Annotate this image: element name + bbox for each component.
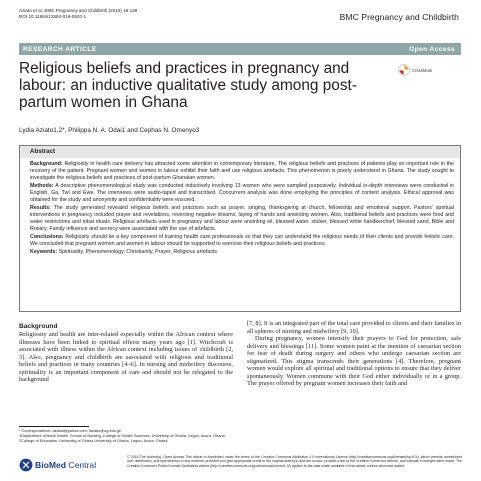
abstract-methods xyxy=(30,183,454,204)
correspondence-note[interactable]: * Correspondence: azlatol@yahoo.com; laziato@ug.edu.gh xyxy=(19,428,122,433)
crossmark-badge[interactable] xyxy=(398,63,458,77)
methods-text: A descriptive phenomenological study was conducted inductively involving 13 women who were sampled purposively. Individual in-depth interviews were conducted in English, Ga, Twi and Ewe. The interviews were audio-taped and transcribed. Concurrent analysis was done employing the principles of content analysis. Ethical approval was obtained for the study and anonymity and confidentiality were ensured. xyxy=(30,182,454,204)
article-type-bar xyxy=(19,43,461,55)
body-paragraph: Religiosity and health are inter-related especially within the African context where illnesses have been linked to spiritual effects many years ago [1]. Witchcraft is associated with illness within the African context including issues of childbirth [2, 3]. Also, pregnancy and childbirth are associated with religious and traditional beliefs and practices in many countries [4–6]. In nursing and midwifery discourse, spirituality is an important component of care and should not be relegated to the background xyxy=(19,331,233,384)
license-statement: © 2016 The Author(s). Open Access This article is distributed under the terms of the Creative Commons Attribution 4.0 International License (http://creativecommons.org/licenses/by/4.0/), which permits unrestricted use, distribution, and reproduction in any medium, provided you give appropriate credit to the original author(s) and the source, provide a link to the Creative Commons license, and indicate if changes were made. The Creative Commons Public Domain Dedication waiver (http://creativecommons.org/publicdomain/zero/1.0/) applies to the data made available in this article, unless otherwise stated. xyxy=(127,455,462,468)
journal-name: BMC Pregnancy and Childbirth xyxy=(339,12,459,22)
body-column-right xyxy=(247,320,461,388)
affiliation-note: 1Department of Adult Health, School of Nursing, College of Health Sciences, University of Ghana, Legon, Accra, Ghana xyxy=(19,433,225,438)
keywords-label: Keywords: xyxy=(30,248,58,255)
background-text: Religiosity in health care delivery has attracted some attention in contemporary literature. The religious beliefs and practices of patients play an important role in the recovery of the patient. Pregnant women and women in labour exhibit their faith and use religious artefacts. This phenomenon is poorly understood in Ghana. The study sought to investigate the religious beliefs and practices of post-partum Ghanaian women. xyxy=(30,161,454,182)
biomed-central-logo-icon xyxy=(19,458,33,472)
conclusions-text: Religiosity should be a key component of training health care professionals so that they can understand the religious needs of their clients and provide holistic care. We concluded that pregnant women and women in labour should be supported to exercise their religious beliefs and practices. xyxy=(30,233,454,247)
abstract-results xyxy=(30,205,454,233)
footnote-divider xyxy=(19,426,89,427)
citation-line: Aziato et al. BMC Pregnancy and Childbirth (2016) 16:138 xyxy=(19,8,138,13)
body-paragraph: [7, 8]. It is an integrated part of the total care provided to clients and their families in all spheres of nursing and midwifery [9, 10]. xyxy=(247,320,461,335)
header-citation xyxy=(19,8,259,20)
author-list: Lydia Aziato1,2*, Philippa N. A. Odai1 and Cephas N. Omenyo3 xyxy=(19,127,200,134)
article-type-label: RESEARCH ARTICLE xyxy=(23,45,97,53)
abstract-box xyxy=(19,145,461,312)
background-label: Background: xyxy=(30,161,63,167)
results-label: Results: xyxy=(30,204,51,211)
doi-line: DOI 10.1186/s12884-016-0920-1 xyxy=(19,14,87,19)
article-title: Religious beliefs and practices in pregnancy and labour: an inductive qualitative study among post-partum women in Ghana xyxy=(19,60,357,111)
results-text: The study generated revealed religious beliefs and practices such as prayer, singing, thanksgiving at church, fellowship and emotional support. Pastors' spiritual interventions in pregnancy included prayer and revelations, reversing negative dreams, laying of hands and anointing women. Also, traditional beliefs and practices were food and water restrictions and tribal rituals. Religious artefacts used in pregnancy and labour were anointing oil, blessed water, sticker, blessed white handkerchief, blessed sand, Bible and Rosary. Family influence and secrecy were associated with the use of artefacts. xyxy=(30,204,454,233)
abstract-conclusions xyxy=(30,234,454,248)
methods-label: Methods: xyxy=(30,182,54,189)
publisher-logo xyxy=(19,458,96,472)
abstract-background xyxy=(30,161,454,182)
footnotes xyxy=(19,428,233,443)
abstract-heading: Abstract xyxy=(20,146,460,158)
crossmark-label: CrossMark xyxy=(412,67,433,73)
abstract-body xyxy=(30,161,454,256)
crossmark-icon xyxy=(398,64,410,76)
open-access-label[interactable]: Open Access xyxy=(409,45,455,53)
body-column-left xyxy=(19,322,233,384)
conclusions-label: Conclusions: xyxy=(30,233,64,240)
publisher-name xyxy=(35,460,96,470)
publisher-name-bold: BioMed xyxy=(35,460,67,470)
abstract-keywords xyxy=(30,249,454,256)
body-paragraph: During pregnancy, women intensify their prayers to God for protection, safe delivery and blessings [11]. Some women paint at the mention of caesarian section for fear of death during surgery and others who undergo caesarian section are stigmatized. This stigma transcends their generations [4]. Therefore, pregnant women would explore all spiritual and traditional options to ensure that they deliver spontaneously. Women commune with their God either individually or in a group. The prayer offered by pregnant women increases their faith and xyxy=(247,335,461,388)
keywords-text: Spirituality, Phenomenology, Christianity, Prayer, Religious artefacts xyxy=(58,248,217,255)
affiliation-note: 2College of Education, University of Ghana University of Ghana, Legon, Accra, Ghana xyxy=(19,438,168,443)
publisher-name-rest: Central xyxy=(66,460,97,470)
section-heading: Background xyxy=(19,323,58,330)
